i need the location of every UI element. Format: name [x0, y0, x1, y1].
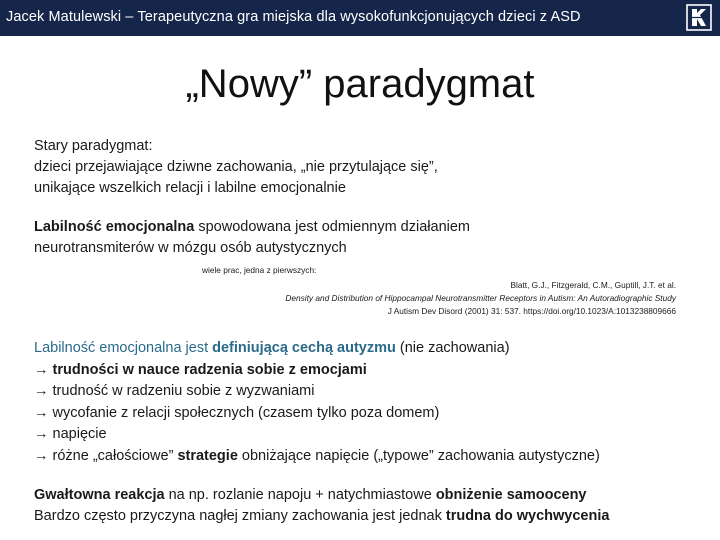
definition-item-text: → różne „całościowe”: [34, 447, 178, 464]
definition-item-text: → napięcie: [34, 426, 107, 442]
definition-item-text: → trudność w radzeniu sobie z wyzwaniami: [34, 383, 315, 399]
definition-tail: (nie zachowania): [395, 340, 510, 356]
definition-paragraph: [34, 338, 600, 467]
university-logo-icon: [686, 4, 712, 31]
definition-item: [34, 446, 600, 468]
reference-journal: J Autism Dev Disord (2001) 31: 537. https://doi.org/10.1023/A:1013238809666: [387, 306, 676, 316]
reaction-bold: trudna do wychwycenia: [445, 508, 610, 524]
reference-authors: Blatt, G.J., Fitzgerald, C.M., Guptill, J.T. et al.: [510, 280, 676, 290]
lability-line: [34, 217, 470, 238]
definition-accent-text: Labilność emocjonalna jest: [34, 340, 213, 356]
old-paradigm-line: unikające wszelkich relacji i labilne emocjonalnie: [34, 180, 346, 196]
reaction-line: [34, 506, 609, 527]
header-bar: [0, 0, 720, 36]
reference-intro: wiele prac, jedna z pierwszych:: [202, 265, 317, 275]
definition-accent-bold: definiującą cechą autyzmu: [212, 340, 396, 356]
definition-item-text: →: [34, 361, 53, 378]
lability-bold-term: Labilność emocjonalna: [34, 219, 195, 235]
old-paradigm-text: [34, 136, 438, 199]
definition-item-text: obniżające napięcie („typowe” zachowania autystyczne): [237, 447, 600, 464]
reaction-bold: Gwałtowna reakcja: [34, 487, 165, 503]
reaction-text: Bardzo często przyczyna nagłej zmiany zachowania jest jednak: [34, 508, 446, 524]
old-paradigm-heading: Stary paradygmat:: [34, 138, 153, 154]
reference-title: Density and Distribution of Hippocampal Neurotransmitter Receptors in Autism: An Autoradiographic Study: [285, 293, 676, 303]
definition-item: [34, 424, 600, 446]
definition-item-bold: strategie: [177, 447, 238, 464]
slide-title: „Nowy” paradygmat: [185, 62, 535, 106]
lability-paragraph: [34, 217, 470, 259]
definition-item-bold: trudności w nauce radzenia sobie z emocjami: [52, 361, 367, 378]
header-title: Jacek Matulewski – Terapeutyczna gra miejska dla wysokofunkcjonujących dzieci z ASD: [6, 9, 581, 25]
definition-item: [34, 403, 600, 425]
definition-item-text: → wycofanie z relacji społecznych (czasem tylko poza domem): [34, 404, 440, 421]
reaction-line: [34, 485, 609, 506]
definition-item: [34, 381, 600, 403]
definition-heading: [34, 338, 600, 360]
old-paradigm-line: dzieci przejawiające dziwne zachowania, „nie przytulające się”,: [34, 159, 438, 175]
reaction-paragraph: [34, 485, 609, 527]
lability-line: neurotransmiterów w mózgu osób autystycznych: [34, 240, 347, 256]
lability-rest: spowodowana jest odmiennym działaniem: [194, 219, 470, 235]
reaction-bold: obniżenie samooceny: [435, 487, 587, 503]
definition-item: [34, 360, 600, 382]
reaction-text: na np. rozlanie napoju + natychmiastowe: [164, 487, 436, 503]
